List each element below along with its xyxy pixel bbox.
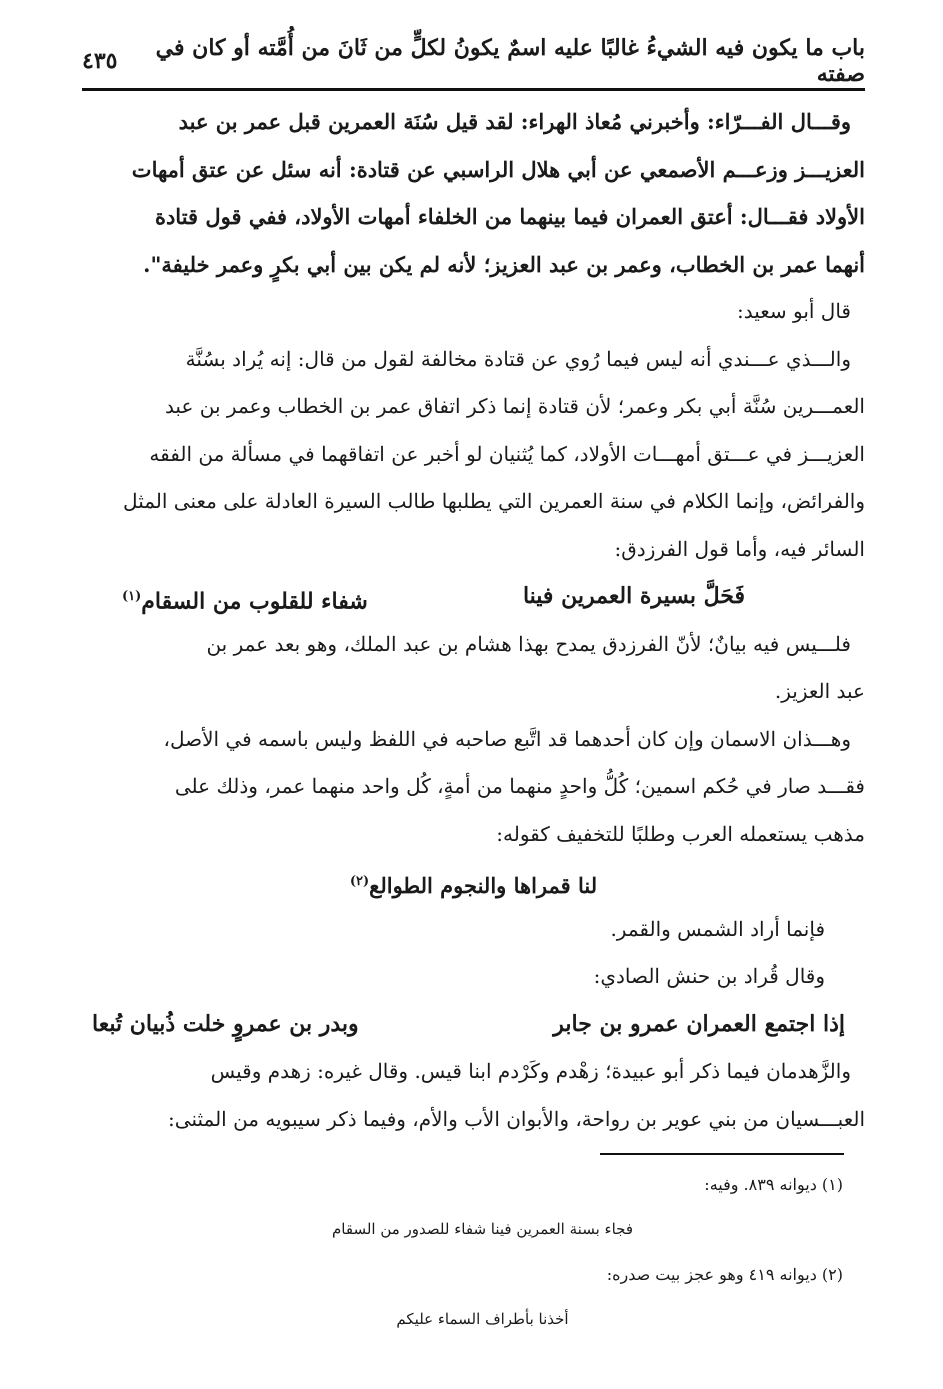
text-line: فلـــيس فيه بيانٌ؛ لأنّ الفرزدق يمدح بهذا هشام بن عبد الملك، وهو بعد عمر بن xyxy=(206,631,851,656)
text-line: العزيـــز في عـــتق أمهـــات الأولاد، كما يُثنيان لو أخبر عن اتفاقهما في مسألة من الفقه xyxy=(149,441,865,466)
verse-hemistich: وبدر بن عمروٍ خلت ذُبيان تُبعا xyxy=(92,1010,359,1037)
text-line: وقـــال الفـــرّاء: وأخبرني مُعاذ الهراء: لقد قيل سُنَة العمرين قبل عمر بن عبد xyxy=(178,109,851,134)
text-line: فقـــد صار في حُكم اسمين؛ كُلُّ واحدٍ منهما من أمةٍ، كُل واحد منهما عمر، وذلك على xyxy=(174,774,865,798)
footnote-rule xyxy=(600,1153,844,1155)
verse-line xyxy=(82,573,865,621)
text-line: والـــذي عـــندي أنه ليس فيما رُوي عن قتادة مخالفة لقول من قال: إنه يُراد بسُنَّة xyxy=(185,346,851,371)
text-line: العبـــسيان من بني عوير بن رواحة، والأبوان الأب والأم، وفيما ذكر سيبويه من المثنى: xyxy=(168,1106,865,1131)
page-number: ٤٣٥ xyxy=(82,48,118,74)
text-line: عبد العزيز. xyxy=(774,679,865,703)
text-line: أنهما عمر بن الخطاب، وعمر بن عبد العزيز؛ لأنه لم يكن بين أبي بكرٍ وعمر خليفة". xyxy=(143,251,865,277)
footnote: (١) ديوانه ٨٣٩. وفيه: xyxy=(704,1175,843,1194)
text-line: والفرائض، وإنما الكلام في سنة العمرين التي يطلبها طالب السيرة العادلة على معنى المثل xyxy=(123,489,865,513)
footnote: (٢) ديوانه ٤١٩ وهو عجز بيت صدره: xyxy=(606,1265,843,1284)
text-line: والزَّهدمان فيما ذكر أبو عبيدة؛ زهْدم وكَرْدم ابنا قيس. وقال غيره: زهدم وقيس xyxy=(210,1059,851,1083)
header-rule xyxy=(82,88,865,91)
running-header xyxy=(82,36,865,86)
footnote-verse: فجاء بسنة العمرين فينا شفاء للصدور من السقام xyxy=(332,1220,633,1238)
verse-line xyxy=(82,858,865,906)
text-line: فإنما أراد الشمس والقمر. xyxy=(610,916,825,941)
text-line: قال أبو سعيد: xyxy=(736,299,851,323)
verse-hemistich: إذا اجتمع العمران عمرو بن جابر xyxy=(553,1010,845,1037)
text-line: مذهب يستعمله العرب وطلبًا للتخفيف كقوله: xyxy=(496,821,865,846)
footnote-marker: (٢) xyxy=(349,874,370,889)
footnotes xyxy=(82,1162,843,1342)
verse-text: لنا قمراها والنجوم الطوالع xyxy=(369,873,598,898)
footnote-verse: أخذنا بأطراف السماء عليكم xyxy=(396,1310,569,1328)
verse-hemistich xyxy=(82,573,368,621)
main-text xyxy=(82,98,865,1143)
text-line: وقال قُراد بن حنش الصادي: xyxy=(593,964,825,988)
header-title: باب ما يكون فيه الشيءُ غالبًا عليه اسمٌ يكونُ لكلٍّ من ثَانَ من أُمَّته أو كان في صفته xyxy=(155,35,865,87)
verse-hemistich: فَحَلَّ بسيرة العمرين فينا xyxy=(522,583,745,609)
text-line: السائر فيه، وأما قول الفرزدق: xyxy=(614,536,865,561)
text-line: العمـــرين سُنَّة أبي بكر وعمر؛ لأن قتادة إنما ذكر اتفاق عمر بن الخطاب وعمر بن عبد xyxy=(164,394,865,418)
footnote-marker: (١) xyxy=(122,589,142,604)
text-line: وهـــذان الاسمان وإن كان أحدهما قد اتَّبع صاحبه في اللفظ وليس باسمه في الأصل، xyxy=(163,726,851,751)
text-line: العزيـــز وزعـــم الأصمعي عن أبي هلال الراسبي عن قتادة: أنه سئل عن عتق أمهات xyxy=(131,156,865,182)
verse-line xyxy=(82,1001,865,1049)
verse-text: شفاء للقلوب من السقام xyxy=(141,588,368,615)
text-line: الأولاد فقـــال: أعتق العمران فيما بينهما من الخلفاء أمهات الأولاد، ففي قول قتادة xyxy=(154,204,865,229)
